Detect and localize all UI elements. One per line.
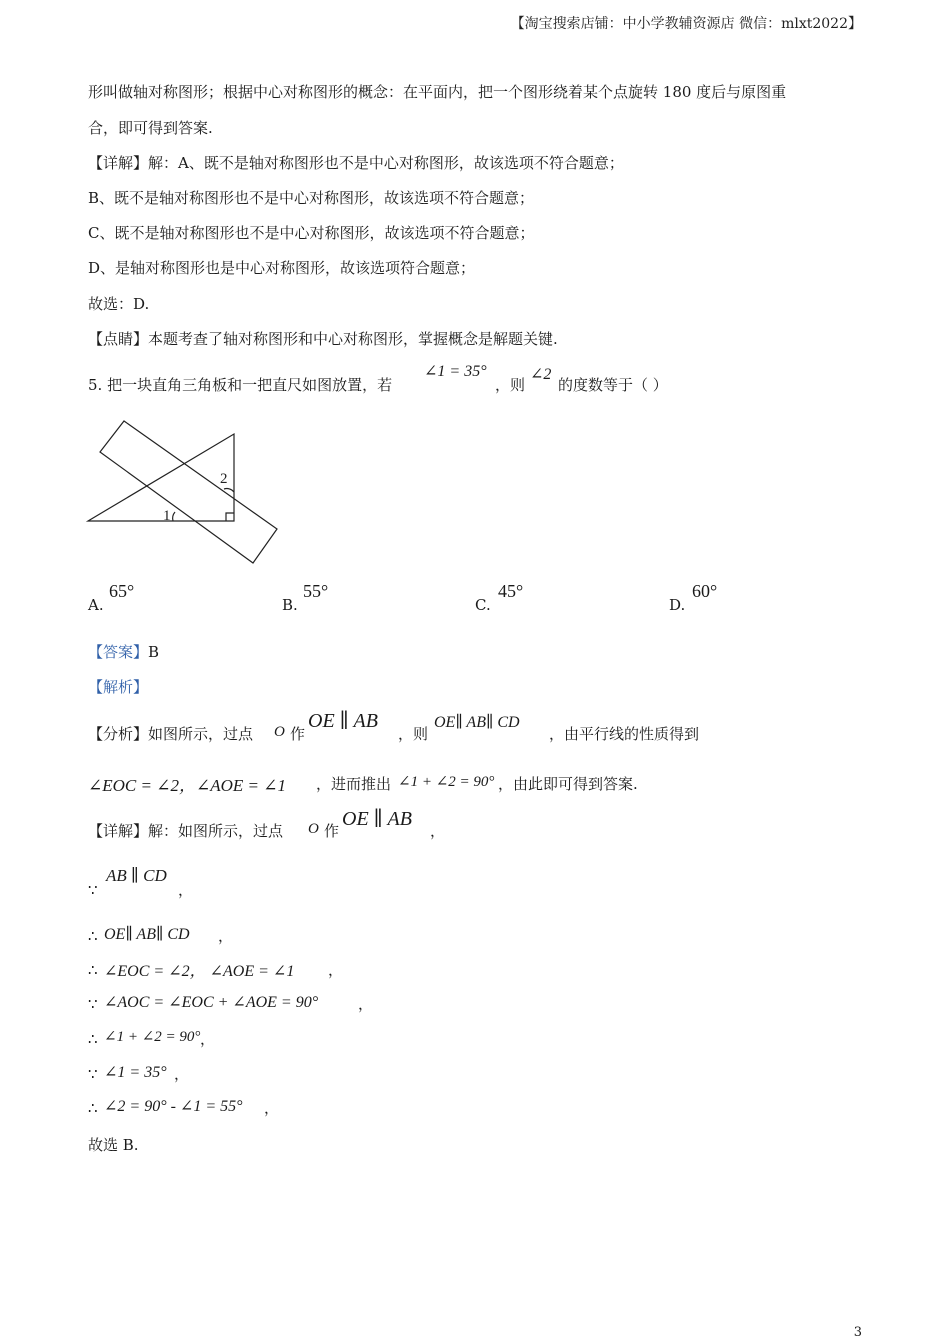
analysis-tail2: ，由此即可得到答案.	[498, 775, 638, 793]
detail-choose: 故选 B.	[88, 1136, 139, 1154]
analysis-math-4: ∠1 + ∠2 = 90°	[398, 774, 495, 790]
option-c-value: 45°	[498, 581, 524, 601]
page-number: 3	[853, 1325, 862, 1340]
detail-step-1-expr: AB ∥ CD	[106, 866, 167, 885]
detail-step-3-sym: ∴	[88, 961, 98, 979]
prev-comment: 【点睛】本题考查了轴对称图形和中心对称图形，掌握概念是解题关键.	[88, 330, 558, 348]
detail-step-2-sym: ∴	[88, 927, 98, 945]
triangle-ruler-figure	[80, 412, 290, 572]
detail-step-3-expr: ∠EOC = ∠2， ∠AOE = ∠1	[104, 963, 295, 980]
option-b-letter: B.	[282, 596, 298, 614]
analysis-mid2: ，进而推出	[316, 775, 392, 793]
angle-1-arc	[173, 512, 175, 521]
question-given-angle: ∠1 = 35°	[424, 363, 487, 380]
page-header: 【淘宝搜索店铺：中小学教辅资源店 微信：mlxt2022】	[510, 16, 862, 32]
detail-step-2-expr: OE∥ AB∥ CD	[104, 926, 190, 943]
detail-step-6-end: ，	[174, 1065, 190, 1083]
question-suffix: 的度数等于（ ）	[558, 376, 668, 394]
detail-comma: ，	[430, 822, 446, 840]
detail-step-5-end: ，	[200, 1030, 216, 1048]
detail-step-7-end: ，	[264, 1099, 280, 1117]
prev-detail-c: C、既不是轴对称图形也不是中心对称图形，故该选项不符合题意；	[88, 224, 535, 242]
analysis-zuo: 作	[290, 725, 306, 743]
analysis-prefix: 【分析】如图所示，过点	[88, 725, 254, 743]
option-a-value: 65°	[109, 581, 135, 601]
detail-step-7-expr: ∠2 = 90° - ∠1 = 55°	[104, 1098, 243, 1115]
option-c-letter: C.	[475, 596, 491, 614]
analysis-math-2: OE∥ AB∥ CD	[434, 714, 520, 731]
analysis-math-3: ∠EOC = ∠2，∠AOE = ∠1	[88, 776, 286, 795]
question-unknown-angle: ∠2	[530, 366, 552, 383]
answer-value: B	[148, 643, 160, 661]
analysis-label: 【解析】	[88, 678, 149, 696]
prev-detail-d: D、是轴对称图形也是中心对称图形，故该选项符合题意；	[88, 259, 476, 277]
detail-math-1: OE ∥ AB	[342, 808, 412, 830]
detail-step-5-expr: ∠1 + ∠2 = 90°	[104, 1029, 201, 1045]
detail-step-5-sym: ∴	[88, 1030, 98, 1048]
angle-2-label: 2	[220, 471, 228, 487]
question-prefix: 5. 把一块直角三角板和一把直尺如图放置，若	[88, 376, 393, 394]
analysis-ze: ，则	[398, 725, 429, 743]
angle-2-arc	[224, 489, 234, 492]
prev-detail-b: B、既不是轴对称图形也不是中心对称图形，故该选项不符合题意；	[88, 189, 535, 207]
option-d-value: 60°	[692, 581, 718, 601]
analysis-point: O	[274, 724, 285, 740]
intro-line-1: 形叫做轴对称图形；根据中心对称图形的概念：在平面内，把一个图形绕着某个点旋转 180 度后与原图重	[88, 83, 787, 101]
detail-step-2-end: ，	[218, 927, 234, 945]
prev-choose: 故选：D.	[88, 295, 150, 313]
detail-step-4-end: ，	[358, 995, 374, 1013]
intro-line-2: 合，即可得到答案.	[88, 119, 213, 137]
answer-label: 【答案】	[88, 643, 149, 661]
ruler-shape	[100, 421, 277, 563]
detail-step-3-end: ，	[328, 961, 344, 979]
detail-point: O	[308, 821, 319, 837]
detail-prefix: 【详解】解：如图所示，过点	[88, 822, 284, 840]
analysis-tail: ，由平行线的性质得到	[549, 725, 700, 743]
answer-line	[88, 642, 159, 662]
option-a-letter: A.	[88, 596, 104, 614]
detail-step-6-expr: ∠1 = 35°	[104, 1064, 167, 1081]
detail-zuo: 作	[324, 822, 340, 840]
option-d-letter: D.	[669, 596, 686, 614]
option-b-value: 55°	[303, 581, 329, 601]
question-mid: ，则	[495, 376, 526, 394]
analysis-math-1: OE ∥ AB	[308, 710, 378, 732]
right-angle-mark	[226, 513, 234, 521]
detail-step-7-sym: ∴	[88, 1099, 98, 1117]
detail-step-1-end: ，	[178, 881, 194, 899]
detail-step-4-expr: ∠AOC = ∠EOC + ∠AOE = 90°	[104, 994, 319, 1011]
detail-step-1-sym: ∵	[88, 881, 98, 899]
prev-detail-a: 【详解】解：A、既不是轴对称图形也不是中心对称图形，故该选项不符合题意；	[88, 154, 624, 172]
angle-1-label: 1	[163, 508, 171, 524]
detail-step-4-sym: ∵	[88, 995, 98, 1013]
detail-step-6-sym: ∵	[88, 1065, 98, 1083]
